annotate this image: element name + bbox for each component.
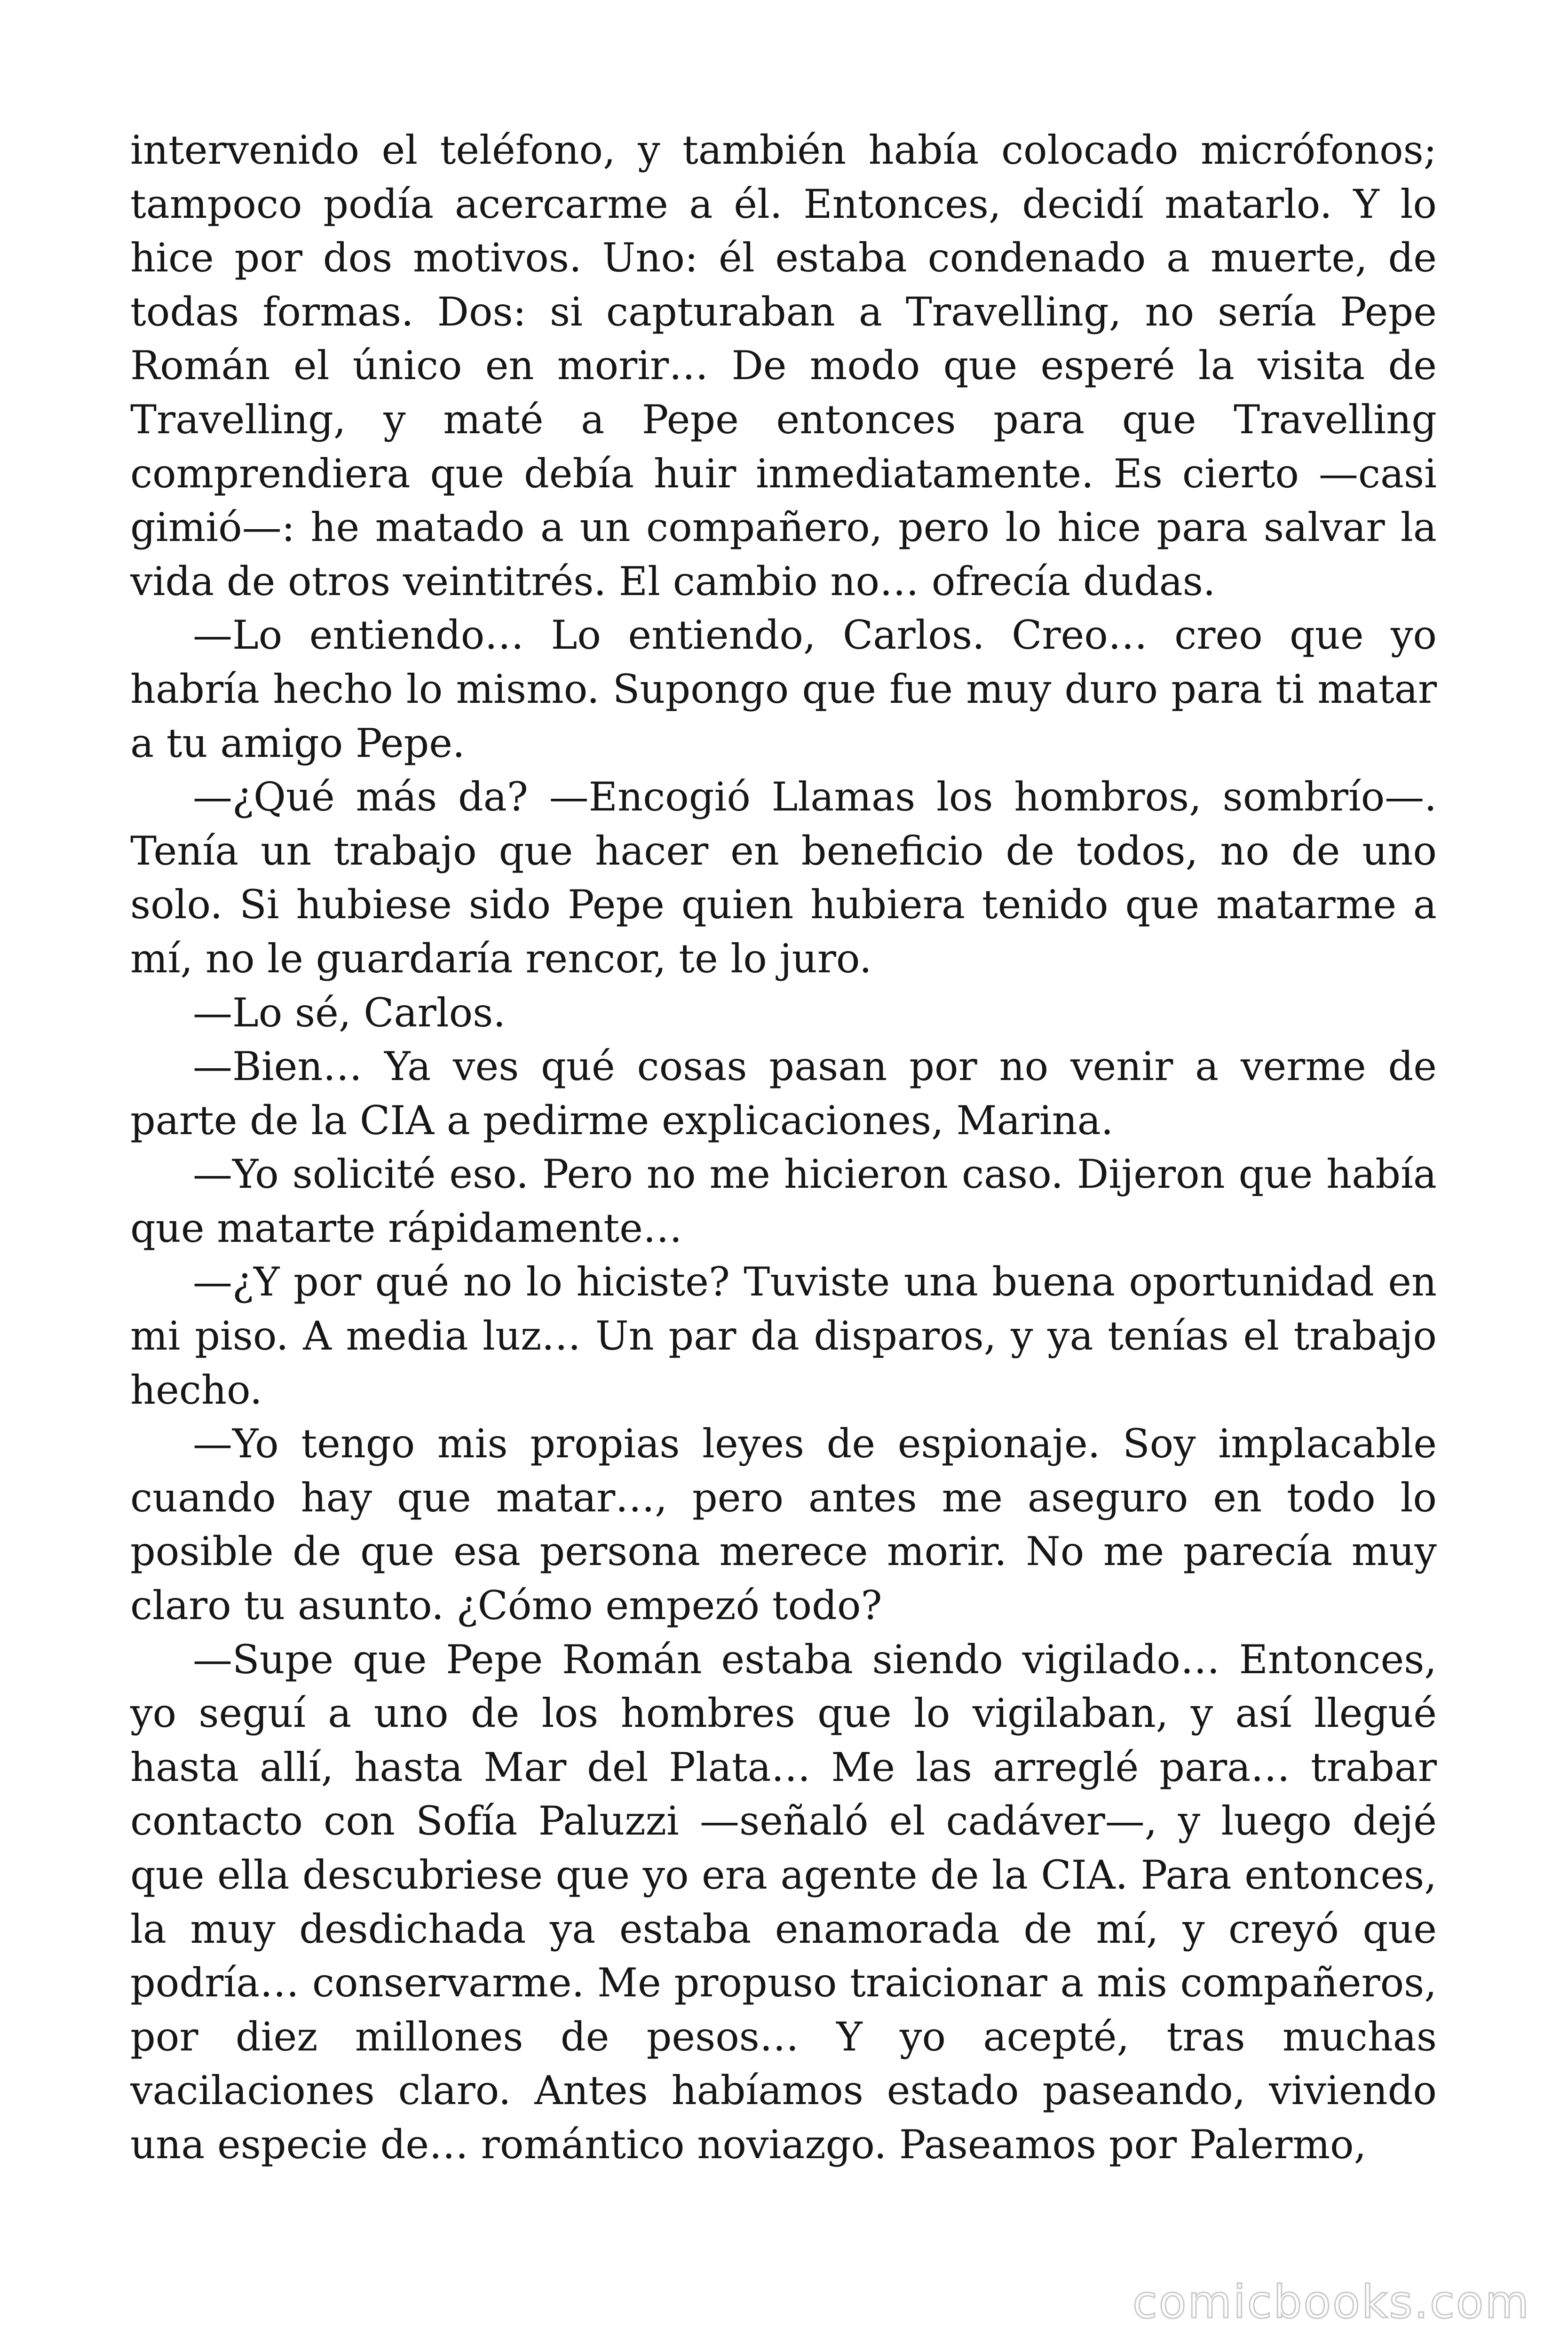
- paragraph-6: —Yo solicité eso. Pero no me hicieron caso. Dijeron que había que matarte rápidamente…: [130, 1151, 1437, 1251]
- paragraph-4: —Lo sé, Carlos.: [193, 989, 506, 1036]
- paragraph-1: intervenido el teléfono, y también había colocado micrófonos; tampoco podía acercarme a él. Entonces, decidí matarlo. Y lo hice por dos motivos. Uno: él estaba condenado a muerte, de todas formas. Dos: si capturaban a Travelling, no sería Pepe Román el único en morir… De modo que esperé la visita de Travelling, y maté a Pepe entonces para que Travelling comprendiera que debía huir inmediatamente. Es cierto —casi gimió—: he matado a un compañero, pero lo hice para salvar la vida de otros veintitrés. El cambio no… ofrecía dudas.: [130, 127, 1437, 604]
- paragraph-9: —Supe que Pepe Román estaba siendo vigilado… Entonces, yo seguí a uno de los hombres que lo vigilaban, y así llegué hasta allí, hasta Mar del Plata… Me las arreglé para… trabar contacto con Sofía Paluzzi —señaló el cadáver—, y luego dejé que ella descubriese que yo era agente de la CIA. Para entonces, la muy desdichada ya estaba enamorada de mí, y creyó que podría… conservarme. Me propuso traicionar a mis compañeros, por diez millones de pesos… Y yo acepté, tras muchas vacilaciones claro. Antes habíamos estado paseando, viviendo una especie de… romántico noviazgo. Paseamos por Palermo,: [130, 1636, 1437, 2168]
- paragraph-5: —Bien… Ya ves qué cosas pasan por no venir a verme de parte de la CIA a pedirme explicaciones, Marina.: [130, 1043, 1437, 1144]
- watermark: comicbooks.com: [1132, 2276, 1530, 2328]
- body-text: [130, 123, 1437, 2172]
- paragraph-3: —¿Qué más da? —Encogió Llamas los hombros, sombrío—. Tenía un trabajo que hacer en beneficio de todos, no de uno solo. Si hubiese sido Pepe quien hubiera tenido que matarme a mí, no le guardaría rencor, te lo juro.: [130, 774, 1437, 982]
- paragraph-7: —¿Y por qué no lo hiciste? Tuviste una buena oportunidad en mi piso. A media luz… Un par da disparos, y ya tenías el trabajo hecho.: [130, 1259, 1437, 1413]
- paragraph-8: —Yo tengo mis propias leyes de espionaje. Soy implacable cuando hay que matar…, pero antes me aseguro en todo lo posible de que esa persona merece morir. No me parecía muy claro tu asunto. ¿Cómo empezó todo?: [130, 1421, 1437, 1629]
- paragraph-2: —Lo entiendo… Lo entiendo, Carlos. Creo… creo que yo habría hecho lo mismo. Supongo que fue muy duro para ti matar a tu amigo Pepe.: [130, 612, 1437, 766]
